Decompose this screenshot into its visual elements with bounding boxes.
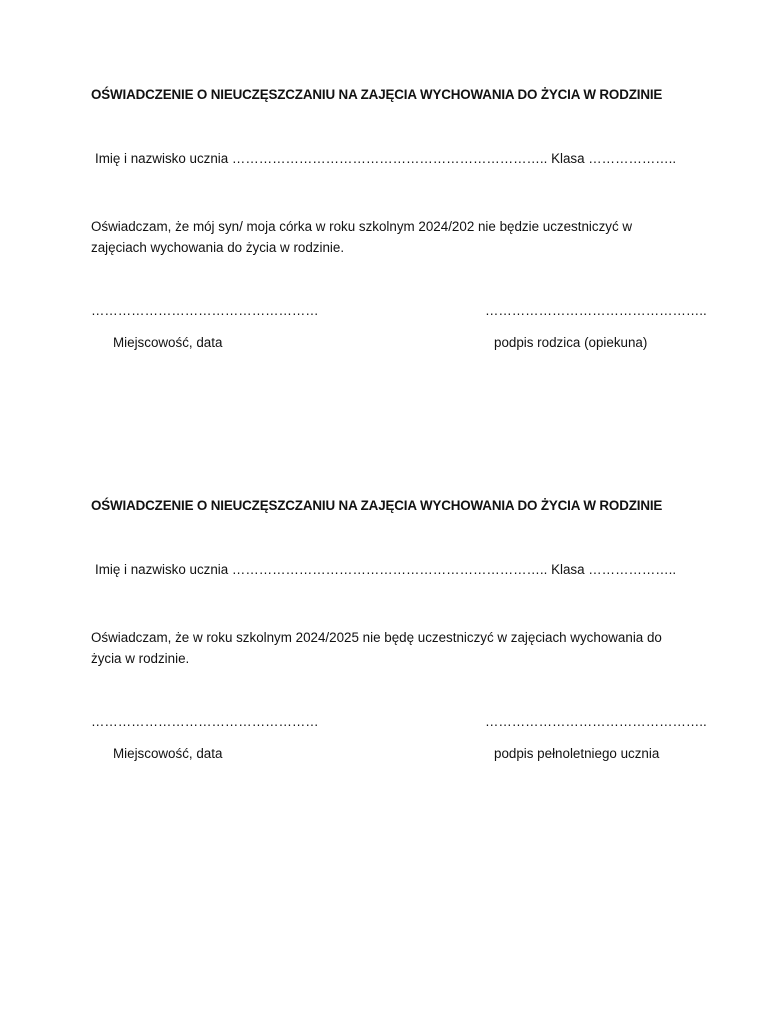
- place-date-blank: ……………………………………………: [91, 714, 319, 729]
- signature-label: podpis pełnoletniego ucznia: [494, 746, 660, 761]
- declaration-statement: Oświadczam, że w roku szkolnym 2024/2025 nie będę uczestniczyć w zajęciach wychowania do życia w rodzinie.: [91, 630, 662, 666]
- declaration-statement: Oświadczam, że mój syn/ moja córka w roku szkolnym 2024/202 nie będzie uczestniczyć w zajęciach wychowania do życia w rodzinie.: [91, 219, 633, 255]
- student-name-class-line: Imię i nazwisko ucznia …………………………………………………………….. Klasa ………………..: [95, 151, 677, 166]
- form-title: OŚWIADCZENIE O NIEUCZĘSZCZANIU NA ZAJĘCIA WYCHOWANIA DO ŻYCIA W RODZINIE: [91, 498, 663, 513]
- student-name-class-line: Imię i nazwisko ucznia …………………………………………………………….. Klasa ………………..: [95, 562, 677, 577]
- place-date-label: Miejscowość, data: [113, 335, 223, 350]
- signature-label: podpis rodzica (opiekuna): [494, 335, 648, 350]
- form-title: OŚWIADCZENIE O NIEUCZĘSZCZANIU NA ZAJĘCIA WYCHOWANIA DO ŻYCIA W RODZINIE: [91, 87, 663, 102]
- signature-blank: …………………………………………..: [485, 714, 707, 729]
- signature-blank: …………………………………………..: [485, 303, 707, 318]
- place-date-label: Miejscowość, data: [113, 746, 223, 761]
- place-date-blank: ……………………………………………: [91, 303, 319, 318]
